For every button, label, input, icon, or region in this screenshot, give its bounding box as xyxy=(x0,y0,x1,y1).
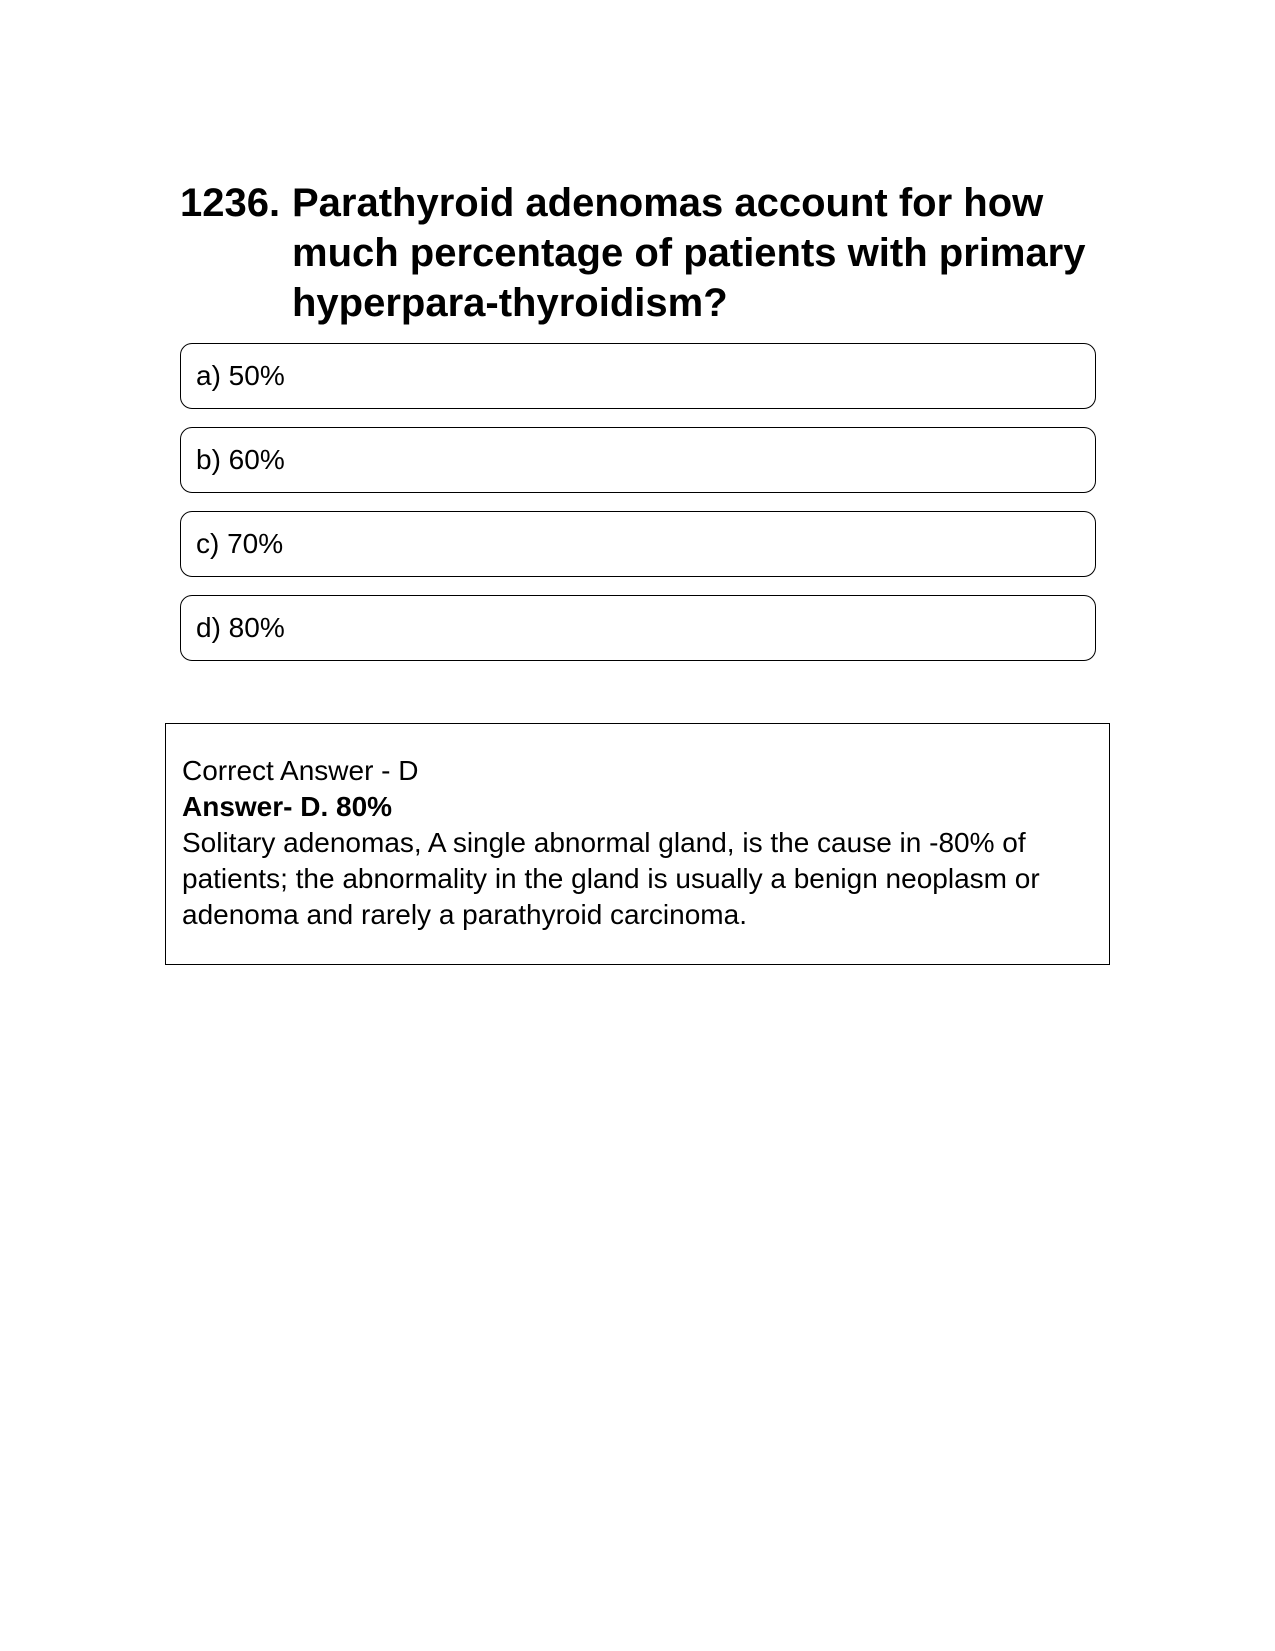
answer-explanation: Solitary adenomas, A single abnormal gland, is the cause in -80% of patients; the abnormality in the gland is usually a benign neoplasm or adenoma and rarely a parathyroid carcinoma. xyxy=(182,827,1040,930)
answer-box xyxy=(165,723,1110,965)
option-c[interactable]: c) 70% xyxy=(180,511,1096,577)
option-a[interactable]: a) 50% xyxy=(180,343,1096,409)
question xyxy=(180,178,1100,328)
question-text: Parathyroid adenomas account for how much percentage of patients with primary hyperpara-thyroidism? xyxy=(292,181,1086,325)
option-d[interactable]: d) 80% xyxy=(180,595,1096,661)
question-number: 1236. xyxy=(180,181,281,225)
answer-heading: Answer- D. 80% xyxy=(182,791,393,822)
option-b[interactable]: b) 60% xyxy=(180,427,1096,493)
correct-answer: Correct Answer - D xyxy=(182,755,419,786)
